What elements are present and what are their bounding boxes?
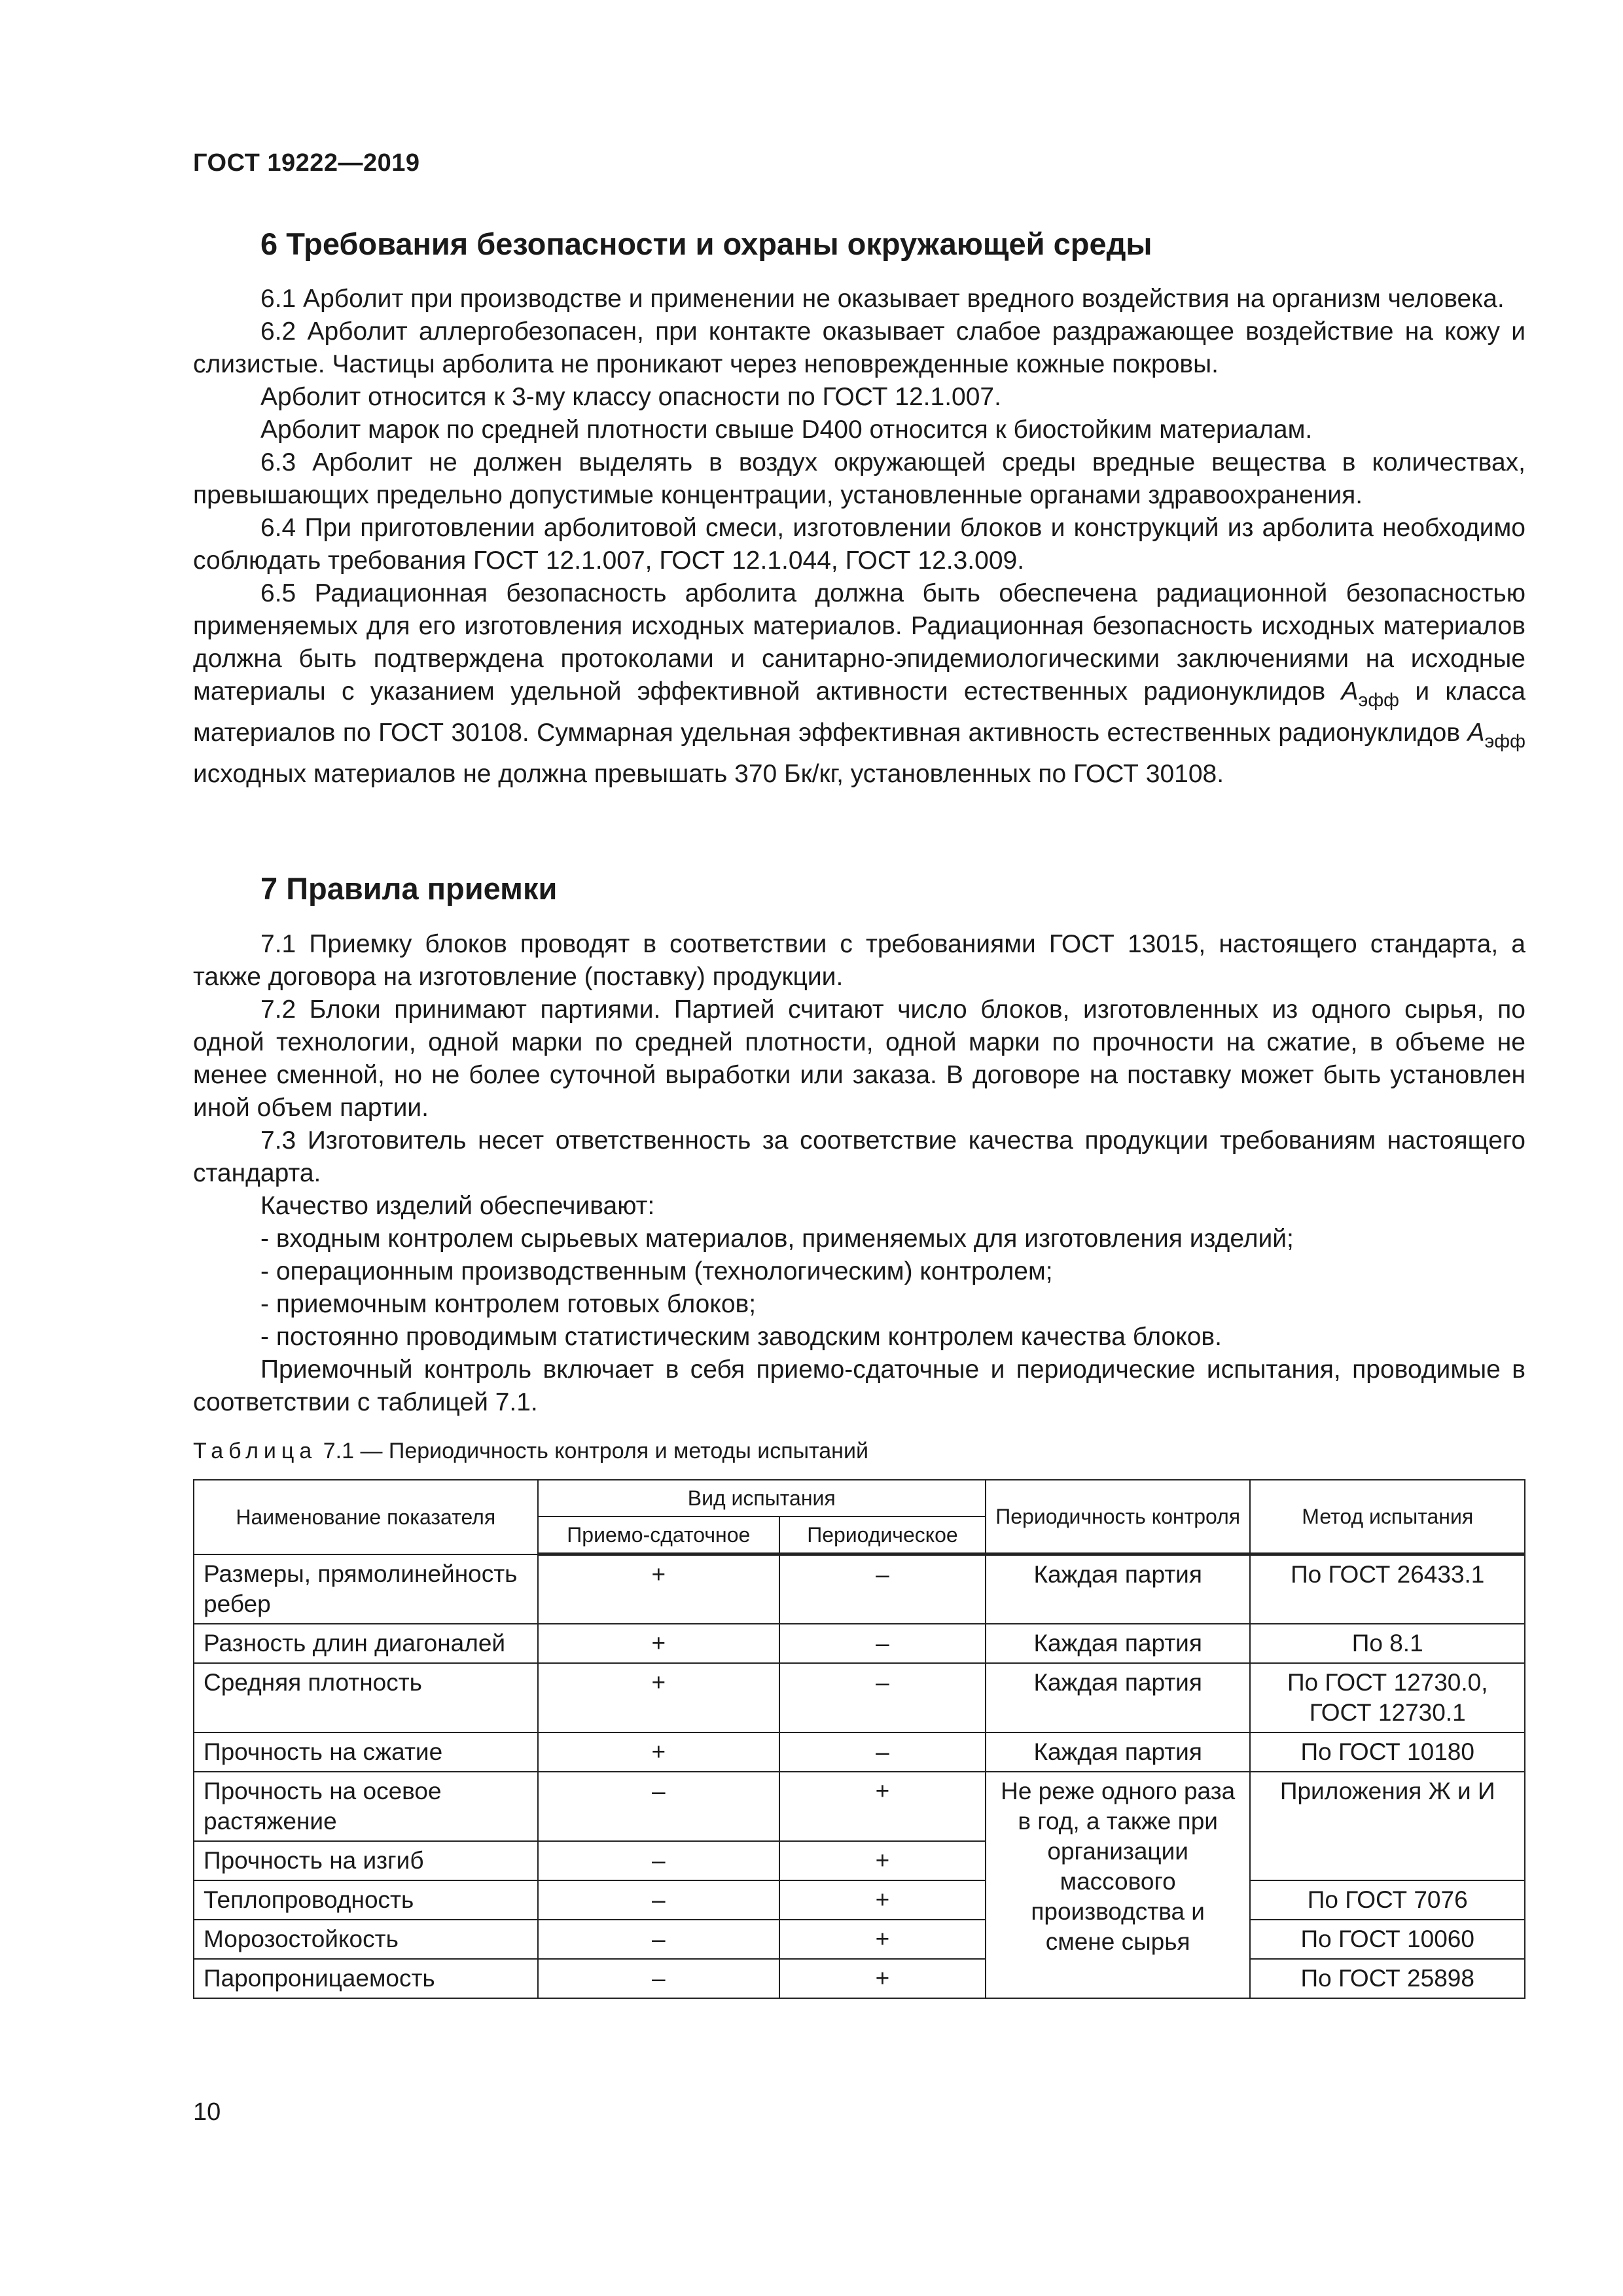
cell-acceptance: + — [538, 1732, 779, 1772]
section-6-body — [193, 283, 1525, 791]
cell-acceptance: – — [538, 1772, 779, 1841]
cell-periodic: + — [779, 1880, 986, 1920]
section-6-heading: 6 Требования безопасности и охраны окружающей среды — [260, 226, 1152, 261]
header-method: Метод испытания — [1250, 1480, 1525, 1554]
table-row — [194, 1880, 1525, 1920]
paragraph-quality-intro: Качество изделий обеспечивают: — [260, 1192, 655, 1220]
cell-acceptance: – — [538, 1959, 779, 1998]
paragraph-7-1: 7.1 Приемку блоков проводят в соответствии с требованиями ГОСТ 13015, настоящего стандарта, а также договора на изготовление (поставку) продукции. — [193, 930, 1525, 991]
cell-periodic: + — [779, 1959, 986, 1998]
paragraph-6-4: 6.4 При приготовлении арболитовой смеси, изготовлении блоков и конструкций из арболита необходимо соблюдать требования ГОСТ 12.1.007, ГОСТ 12.1.044, ГОСТ 12.3.009. — [193, 514, 1525, 575]
cell-method: По ГОСТ 10060 — [1250, 1920, 1525, 1959]
cell-name: Разность длин диагоналей — [194, 1624, 538, 1663]
cell-name: Прочность на осевое растяжение — [194, 1772, 538, 1841]
cell-acceptance: + — [538, 1554, 779, 1624]
cell-method: По ГОСТ 26433.1 — [1250, 1554, 1525, 1624]
paragraph-6-2: 6.2 Арболит аллергобезопасен, при контакте оказывает слабое раздражающее воздействие на кожу и слизистые. Частицы арболита не проникают через неповрежденные кожные покровы. — [193, 317, 1525, 378]
cell-periodic: – — [779, 1624, 986, 1663]
activity-subscript: эфф — [1358, 690, 1400, 711]
section-7-heading: 7 Правила приемки — [260, 871, 558, 906]
header-frequency: Периодичность контроля — [986, 1480, 1251, 1554]
cell-periodic: – — [779, 1554, 986, 1624]
paragraph-7-3: 7.3 Изготовитель несет ответственность за соответствие качества продукции требованиям настоящего стандарта. — [193, 1126, 1525, 1187]
header-acceptance: Приемо-сдаточное — [538, 1516, 779, 1554]
table-row — [194, 1732, 1525, 1772]
list-item: - постоянно проводимым статистическим заводским контролем качества блоков. — [260, 1323, 1222, 1351]
cell-name: Теплопроводность — [194, 1880, 538, 1920]
cell-method: По ГОСТ 7076 — [1250, 1880, 1525, 1920]
cell-name: Морозостойкость — [194, 1920, 538, 1959]
cell-periodic: + — [779, 1841, 986, 1880]
table-caption — [193, 1439, 868, 1464]
cell-method: Приложения Ж и И — [1250, 1772, 1525, 1880]
cell-periodic: + — [779, 1920, 986, 1959]
table-row — [194, 1920, 1525, 1959]
cell-frequency: Каждая партия — [986, 1732, 1251, 1772]
cell-name: Паропроницаемость — [194, 1959, 538, 1998]
cell-periodic: – — [779, 1732, 986, 1772]
table-row — [194, 1663, 1525, 1732]
list-item: - входным контролем сырьевых материалов, применяемых для изготовления изделий; — [260, 1225, 1294, 1253]
paragraph-6-2-class: Арболит относится к 3-му классу опасности по ГОСТ 12.1.007. — [260, 383, 1001, 411]
table-row — [194, 1772, 1525, 1841]
paragraph-6-5 — [193, 577, 1525, 791]
cell-name: Размеры, прямолинейность ребер — [194, 1554, 538, 1624]
activity-subscript: эфф — [1484, 731, 1525, 752]
header-indicator-name: Наименование показателя — [194, 1480, 538, 1554]
cell-method: По ГОСТ 10180 — [1250, 1732, 1525, 1772]
cell-acceptance: + — [538, 1663, 779, 1732]
cell-frequency-periodic: Не реже одного раза в год, а также при организации массового производства и смене сырья — [986, 1772, 1251, 1998]
activity-symbol: A — [1341, 677, 1359, 706]
cell-method: По 8.1 — [1250, 1624, 1525, 1663]
cell-name: Средняя плотность — [194, 1663, 538, 1732]
paragraph-6-5-part-c: исходных материалов не должна превышать 370 Бк/кг, установленных по ГОСТ 30108. — [193, 760, 1224, 788]
cell-name: Прочность на сжатие — [194, 1732, 538, 1772]
cell-method: По ГОСТ 25898 — [1250, 1959, 1525, 1998]
header-periodic: Периодическое — [779, 1516, 986, 1554]
paragraph-6-1: 6.1 Арболит при производстве и применении не оказывает вредного воздействия на организм человека. — [260, 285, 1505, 313]
control-methods-table — [193, 1479, 1525, 1999]
paragraph-7-2: 7.2 Блоки принимают партиями. Партией считают число блоков, изготовленных из одного сырья, по одной технологии, одной марки по средней плотности, одной марки по прочности на сжатие, в объеме не менее сменной, но не более суточной выработки или заказа. В договоре на поставку может быть установлен иной объем партии. — [193, 996, 1525, 1122]
activity-symbol: A — [1467, 719, 1485, 747]
table-row — [194, 1959, 1525, 1998]
cell-periodic: – — [779, 1663, 986, 1732]
cell-frequency: Каждая партия — [986, 1554, 1251, 1624]
paragraph-6-5-part-a: 6.5 Радиационная безопасность арболита должна быть обеспечена радиационной безопасностью применяемых для его изготовления исходных материалов. Радиационная безопасность исходных материалов должна быть подтверждена протоколами и санитарно-эпидемиологическими заключениями на исходные материалы с указанием удельной эффективной активности естественных радионуклидов — [193, 579, 1525, 706]
cell-name: Прочность на изгиб — [194, 1841, 538, 1880]
table-caption-text: 7.1 — Периодичность контроля и методы испытаний — [317, 1439, 868, 1463]
cell-method: По ГОСТ 12730.0, ГОСТ 12730.1 — [1250, 1663, 1525, 1732]
header-test-type: Вид испытания — [538, 1480, 986, 1516]
list-item: - приемочным контролем готовых блоков; — [260, 1290, 757, 1318]
cell-periodic: + — [779, 1772, 986, 1841]
cell-acceptance: – — [538, 1841, 779, 1880]
cell-frequency: Каждая партия — [986, 1663, 1251, 1732]
cell-acceptance: + — [538, 1624, 779, 1663]
paragraph-6-2-biostability: Арболит марок по средней плотности свыше D400 относится к биостойким материалам. — [260, 416, 1313, 444]
table-caption-label: Таблица — [193, 1439, 317, 1463]
table-row — [194, 1554, 1525, 1624]
paragraph-6-3: 6.3 Арболит не должен выделять в воздух окружающей среды вредные вещества в количествах, превышающих предельно допустимые концентрации, установленные органами здравоохранения. — [193, 448, 1525, 509]
cell-acceptance: – — [538, 1880, 779, 1920]
cell-frequency: Каждая партия — [986, 1624, 1251, 1663]
paragraph-6-5-part-b: и класса материалов по ГОСТ 30108. Суммарная удельная эффективная активность естественных радионуклидов — [193, 677, 1525, 747]
paragraph-acceptance-control: Приемочный контроль включает в себя приемо-сдаточные и периодические испытания, проводимые в соответствии с таблицей 7.1. — [193, 1355, 1525, 1416]
cell-acceptance: – — [538, 1920, 779, 1959]
document-code: ГОСТ 19222—2019 — [193, 149, 420, 177]
section-7-body — [193, 928, 1525, 1419]
table-row — [194, 1624, 1525, 1663]
page-number: 10 — [193, 2098, 221, 2126]
list-item: - операционным производственным (технологическим) контролем; — [260, 1257, 1053, 1285]
